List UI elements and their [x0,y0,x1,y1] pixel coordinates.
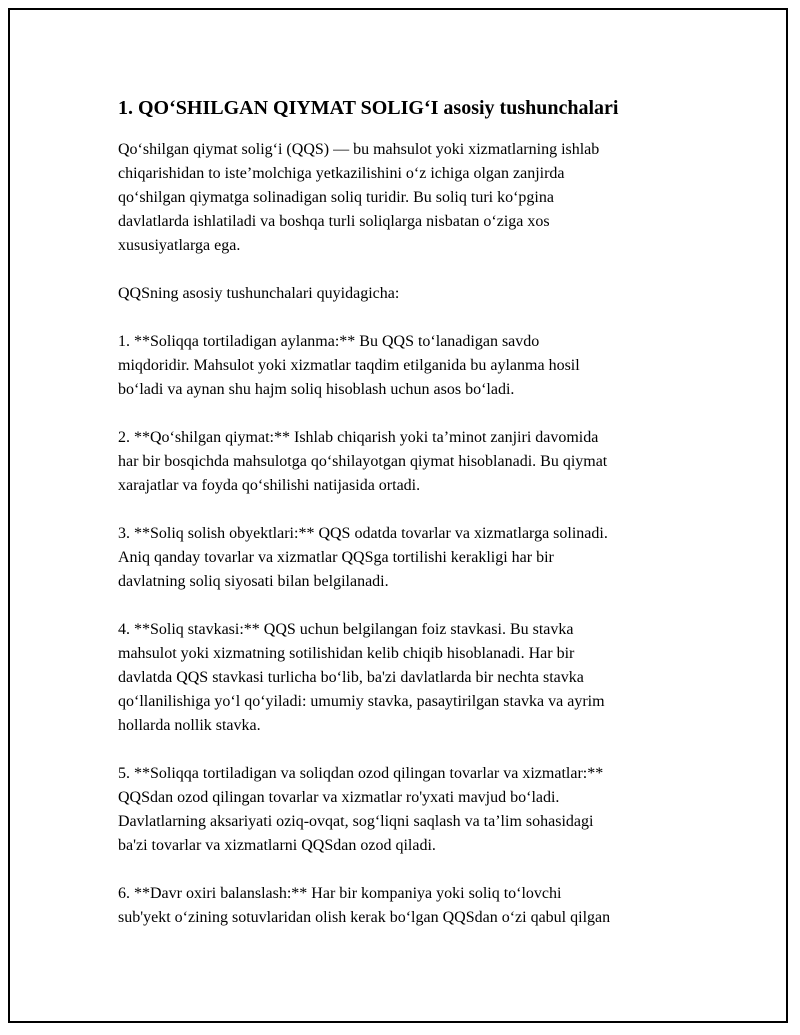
list-item-tax-objects: 3. **Soliq solish obyektlari:** QQS odatda tovarlar va xizmatlarga solinadi. Aniq qanday tovarlar va xizmatlar QQSga tortilishi kerakligi har bir davlatning soliq siyosati bilan belgilanadi. [118,525,608,590]
document-content [118,94,708,954]
list-item-exempt-goods: 5. **Soliqqa tortiladigan va soliqdan ozod qilingan tovarlar va xizmatlar:** QQSdan ozod qilingan tovarlar va xizmatlar ro'yxati mavjud bo‘ladi. Davlatlarning aksariyati oziq-ovqat, sog‘liqni saqlash va ta’lim sohasidagi ba'zi tovarlar va xizmatlarni QQSdan ozod qiladi. [118,765,604,854]
document-title: 1. QO‘SHILGAN QIYMAT SOLIG‘I asosiy tushunchalari [118,97,619,119]
list-item-taxable-turnover: 1. **Soliqqa tortiladigan aylanma:** Bu QQS to‘lanadigan savdo miqdoridir. Mahsulot yoki xizmatlar taqdim etilganida bu aylanma hosil bo‘ladi va aynan shu hajm soliq hisoblash uchun asos bo‘ladi. [118,333,580,398]
list-intro-paragraph: QQSning asosiy tushunchalari quyidagicha: [118,285,400,302]
list-item-tax-rate: 4. **Soliq stavkasi:** QQS uchun belgilangan foiz stavkasi. Bu stavka mahsulot yoki xizmatning sotilishidan kelib chiqib hisoblanadi. Har bir davlatda QQS stavkasi turlicha bo‘lib, ba'zi davlatlarda bir nechta stavka qo‘llanilishiga yo‘l qo‘yiladi: umumiy stavka, pasaytirilgan stavka va ayrim hollarda nollik stavka. [118,621,605,734]
document-page [8,8,788,1023]
list-item-period-balancing: 6. **Davr oxiri balanslash:** Har bir kompaniya yoki soliq to‘lovchi sub'yekt o‘zining sotuvlaridan olish kerak bo‘lgan QQSdan o‘zi qabul qilgan [118,885,611,926]
list-item-added-value: 2. **Qo‘shilgan qiymat:** Ishlab chiqarish yoki ta’minot zanjiri davomida har bir bosqichda mahsulotga qo‘shilayotgan qiymat hisoblanadi. Bu qiymat xarajatlar va foyda qo‘shilishi natijasida ortadi. [118,429,608,494]
intro-paragraph: Qo‘shilgan qiymat solig‘i (QQS) — bu mahsulot yoki xizmatlarning ishlab chiqarishidan to iste’molchiga yetkazilishini o‘z ichiga olgan zanjirda qo‘shilgan qiymatga solinadigan soliq turidir. Bu soliq turi ko‘pgina davlatlarda ishlatiladi va boshqa turli soliqlarga nisbatan o‘ziga xos xususiyatlarga ega. [118,141,600,254]
